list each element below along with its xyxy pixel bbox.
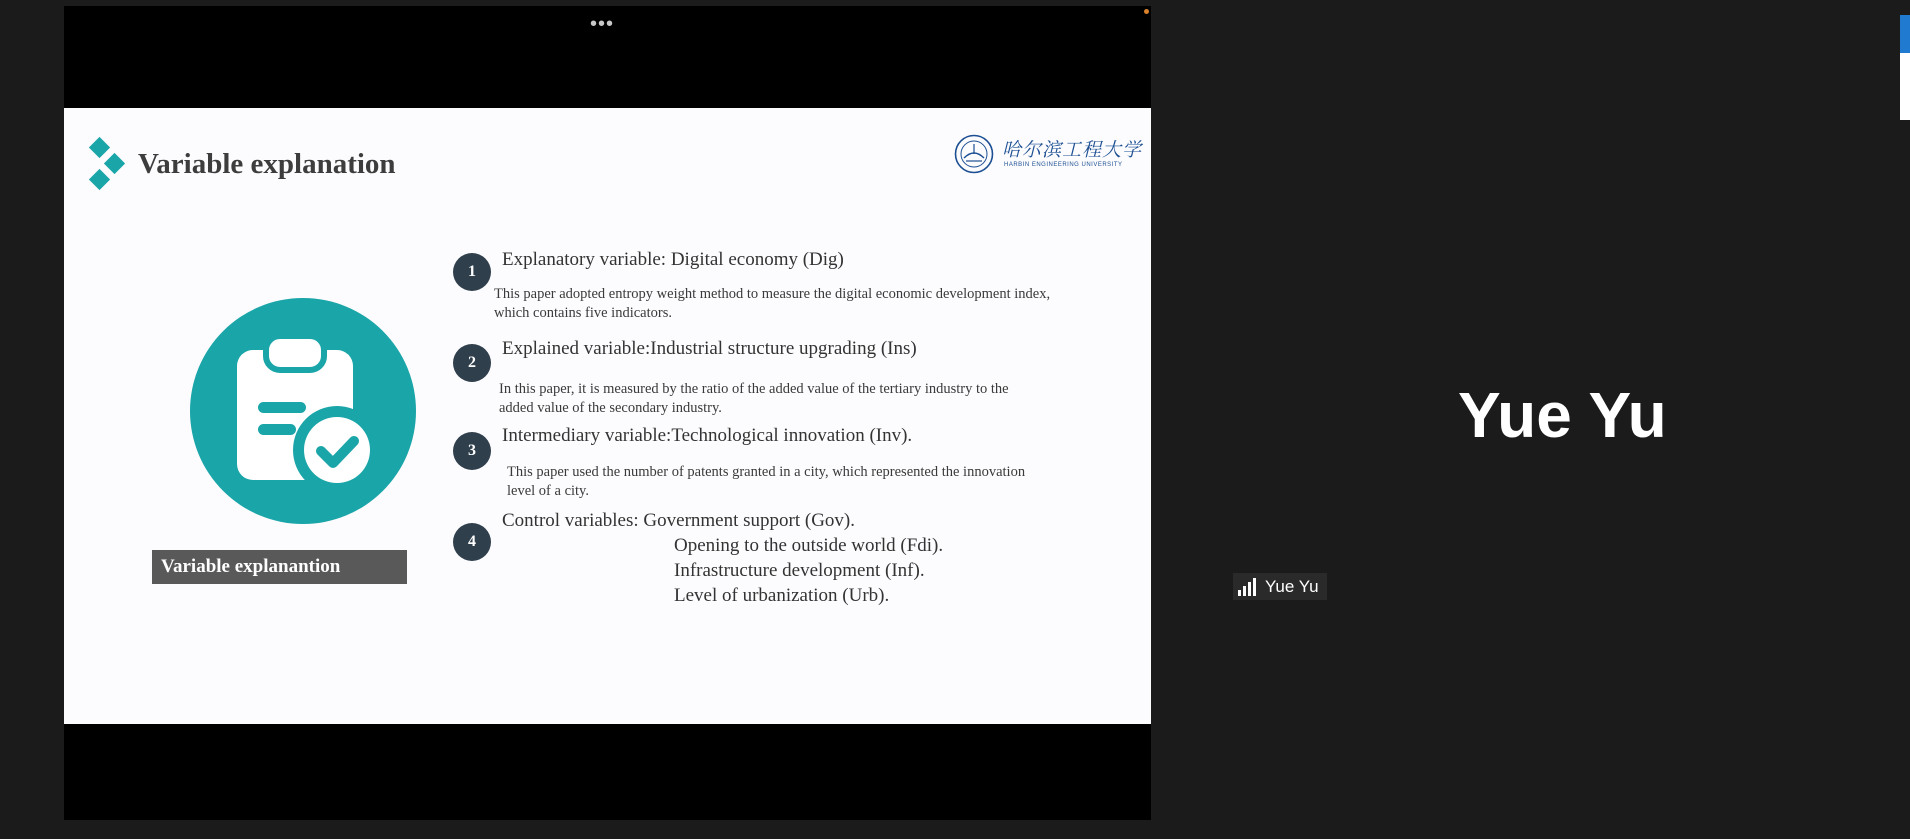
side-panel-accent bbox=[1900, 15, 1910, 53]
slide-title: Variable explanation bbox=[138, 148, 396, 180]
item-2-heading: Explained variable:Industrial structure upgrading (Ins) bbox=[502, 338, 917, 359]
university-logo bbox=[954, 132, 1143, 176]
clipboard-check-icon bbox=[190, 298, 416, 524]
more-options-icon[interactable]: ••• bbox=[590, 13, 615, 35]
diamond-cluster-icon bbox=[86, 136, 130, 196]
presentation-slide bbox=[64, 108, 1151, 724]
item-1-desc-line-2: which contains five indicators. bbox=[494, 305, 672, 321]
item-1-desc-line-1: This paper adopted entropy weight method to measure the digital economic development index, bbox=[494, 286, 1051, 302]
item-3-number: 3 bbox=[453, 432, 491, 470]
recording-indicator bbox=[1144, 9, 1149, 14]
participant-tag-label: Yue Yu bbox=[1265, 576, 1319, 596]
item-4-control-3: Level of urbanization (Urb). bbox=[674, 585, 890, 606]
participant-display-name: Yue Yu bbox=[1458, 379, 1667, 451]
item-3-desc-line-1: This paper used the number of patents granted in a city, which represented the innovation bbox=[507, 464, 1026, 480]
university-seal-icon bbox=[954, 134, 994, 174]
item-3-heading: Intermediary variable:Technological innovation (Inv). bbox=[502, 425, 913, 446]
participant-name-tag[interactable] bbox=[1233, 573, 1327, 600]
logo-english-text: HARBIN ENGINEERING UNIVERSITY bbox=[1004, 162, 1123, 168]
item-2-number: 2 bbox=[453, 344, 491, 382]
item-2-desc-line-2: added value of the secondary industry. bbox=[499, 400, 722, 416]
shared-screen[interactable] bbox=[64, 6, 1151, 820]
item-4-number: 4 bbox=[453, 523, 491, 561]
item-4-heading: Control variables: Government support (Gov). bbox=[502, 510, 856, 531]
item-2-desc-line-1: In this paper, it is measured by the ratio of the added value of the tertiary industry to the bbox=[499, 381, 1009, 397]
item-4-control-2: Infrastructure development (Inf). bbox=[674, 560, 925, 581]
signal-bars-icon bbox=[1237, 578, 1259, 596]
item-3-desc-line-2: level of a city. bbox=[507, 483, 589, 499]
side-label: Variable explanantion bbox=[152, 550, 407, 584]
item-1-number: 1 bbox=[453, 253, 491, 291]
logo-chinese-text: 哈尔滨工程大学 bbox=[1002, 139, 1143, 161]
item-1-heading: Explanatory variable: Digital economy (Dig) bbox=[502, 249, 844, 270]
item-4-control-1: Opening to the outside world (Fdi). bbox=[674, 535, 944, 556]
